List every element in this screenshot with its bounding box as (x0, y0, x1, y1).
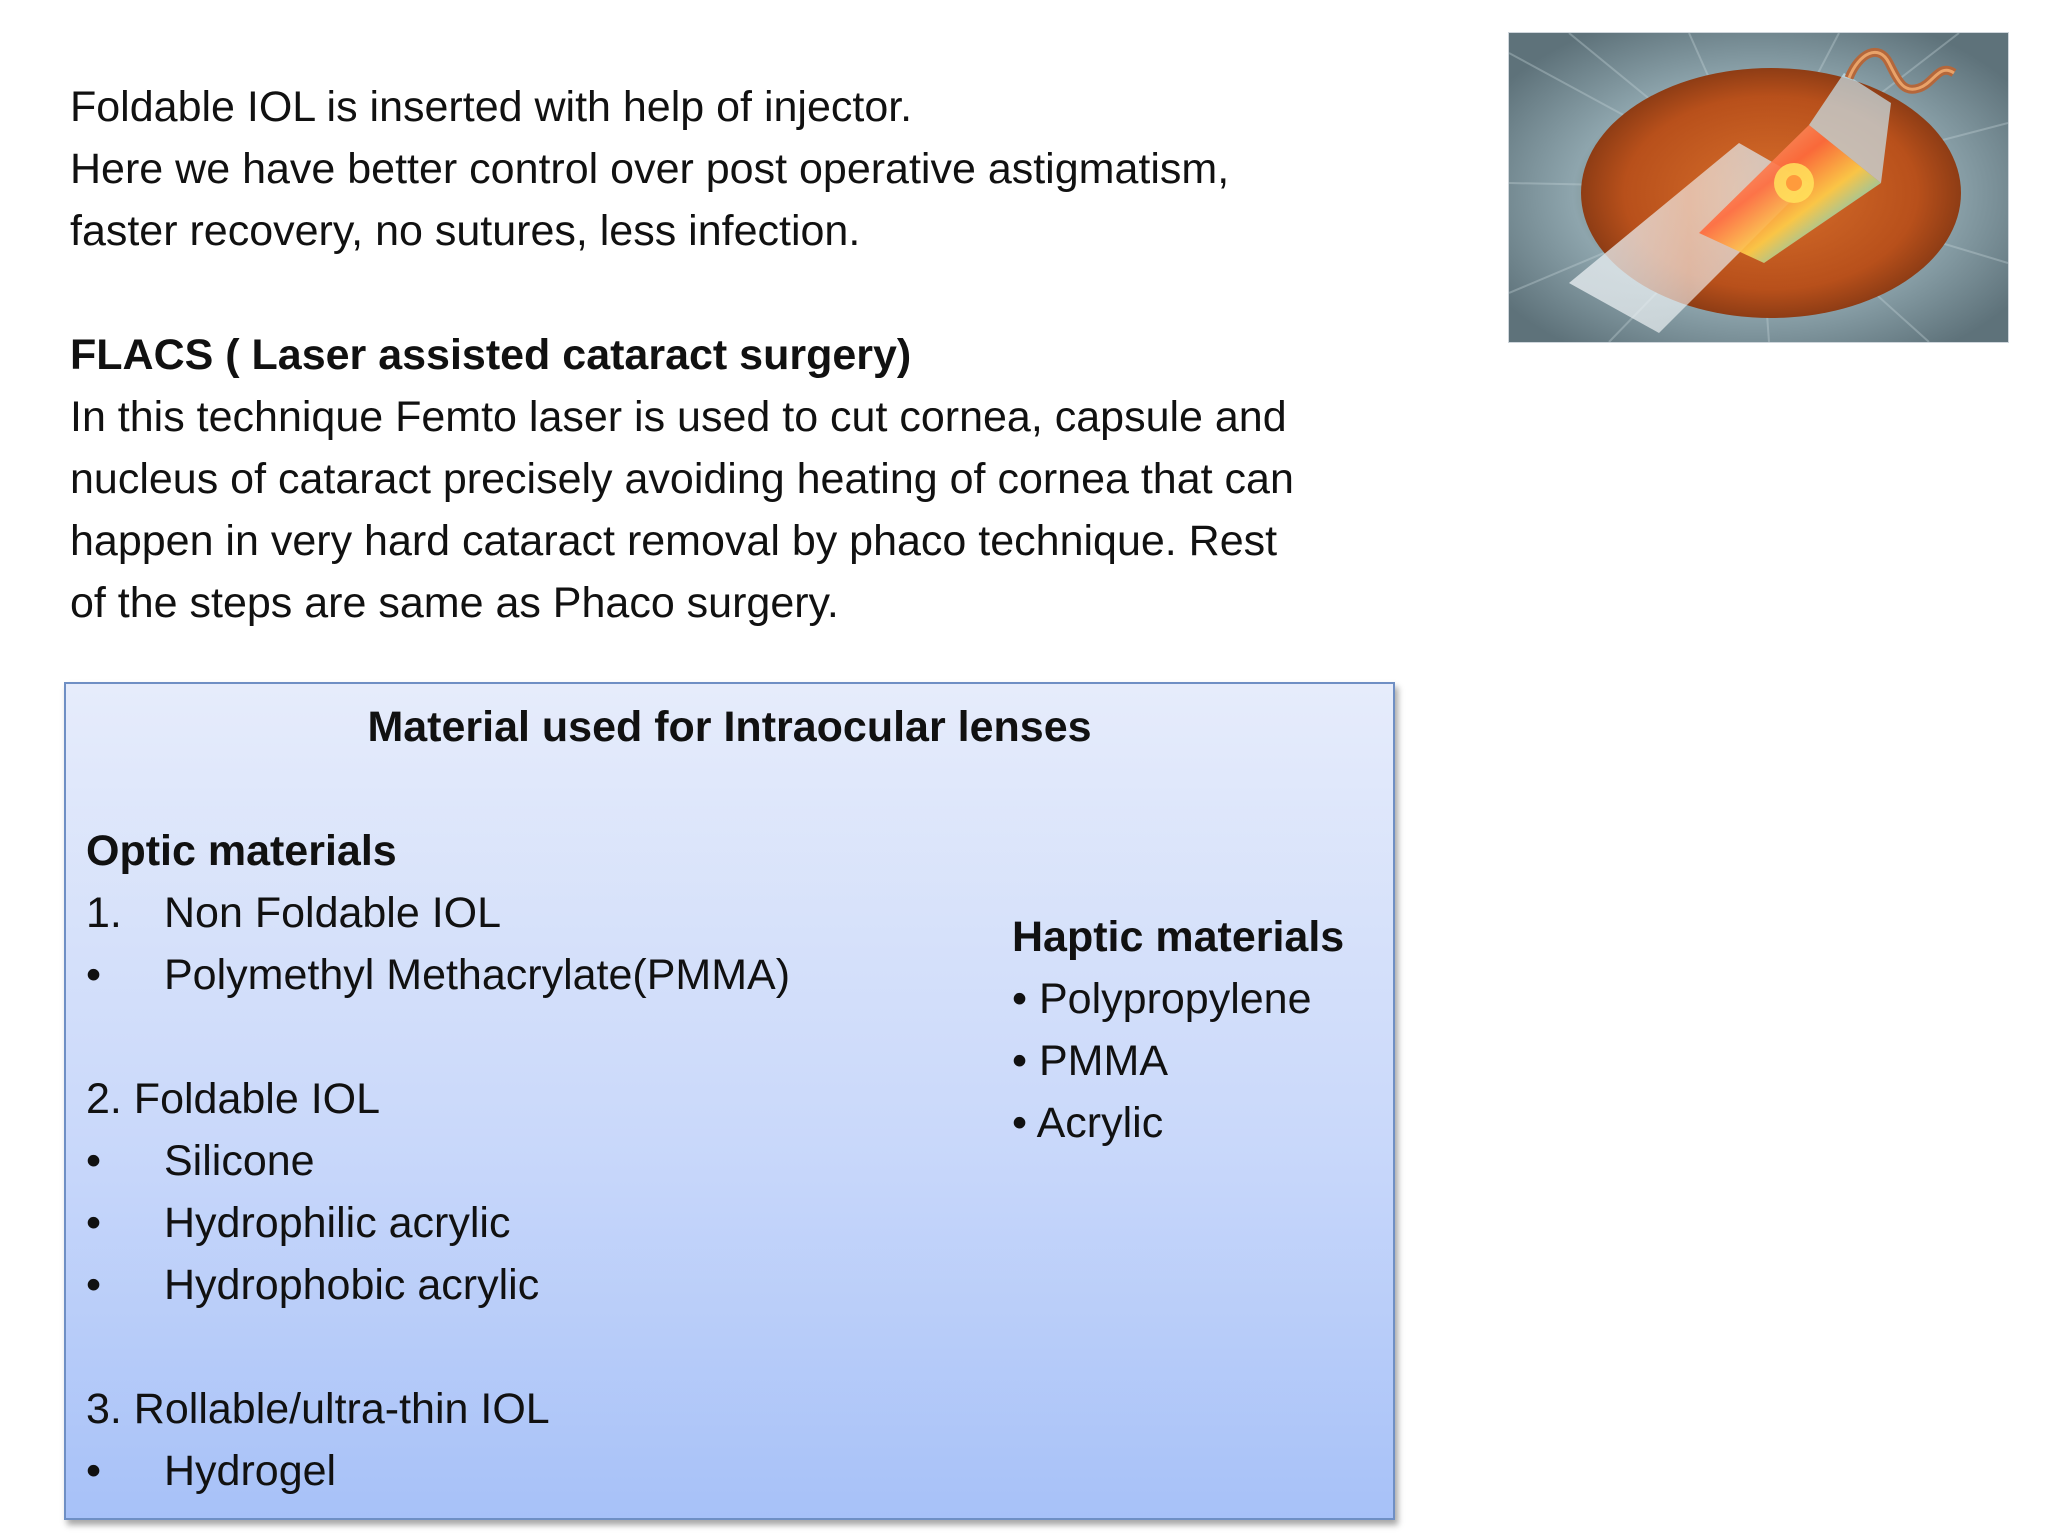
iol-materials-box (64, 682, 1395, 1520)
flacs-line-2: nucleus of cataract precisely avoiding heating of cornea that can (70, 455, 1294, 503)
eye-illustration-image (1509, 33, 2008, 342)
list-item (86, 1440, 986, 1502)
group-2-label: 2. Foldable IOL (86, 1075, 381, 1123)
optic-item-pmma: Polymethyl Methacrylate(PMMA) (164, 951, 791, 999)
optic-item-silicone: Silicone (164, 1137, 315, 1185)
paragraph-gap (70, 262, 1450, 324)
haptic-item-acrylic: • Acrylic (1012, 1099, 1164, 1147)
optic-materials-heading: Optic materials (86, 827, 397, 875)
bullet: • (86, 1199, 102, 1247)
bullet: • (86, 1447, 102, 1495)
group-1-number: 1. (86, 889, 122, 937)
list-item (86, 1192, 986, 1254)
list-item (86, 1254, 986, 1316)
list-item (86, 944, 986, 1006)
intro-text-block (70, 76, 1450, 634)
iol-injector-photo (1508, 32, 2009, 343)
intro-line-1: Foldable IOL is inserted with help of injector. (70, 83, 913, 131)
list-gap (86, 1316, 986, 1378)
haptic-item-pmma: • PMMA (1012, 1037, 1169, 1085)
optic-group-1 (86, 882, 986, 944)
list-gap (86, 1006, 986, 1068)
group-3-label: 3. Rollable/ultra-thin IOL (86, 1385, 550, 1433)
optic-item-hydrophobic: Hydrophobic acrylic (164, 1261, 540, 1309)
bullet: • (86, 1261, 102, 1309)
intro-line-3: faster recovery, no sutures, less infection. (70, 207, 861, 255)
list-item (86, 1130, 986, 1192)
group-1-label: Non Foldable IOL (164, 889, 502, 937)
flacs-line-1: In this technique Femto laser is used to cut cornea, capsule and (70, 393, 1287, 441)
intro-line-2: Here we have better control over post operative astigmatism, (70, 145, 1230, 193)
optic-item-hydrophilic: Hydrophilic acrylic (164, 1199, 511, 1247)
haptic-item-polypropylene: • Polypropylene (1012, 975, 1312, 1023)
bullet: • (86, 951, 102, 999)
optic-materials-column (86, 820, 986, 1502)
haptic-materials-column (1012, 906, 1382, 1154)
optic-item-hydrogel: Hydrogel (164, 1447, 337, 1495)
haptic-materials-heading: Haptic materials (1012, 913, 1345, 961)
flacs-heading: FLACS ( Laser assisted cataract surgery) (70, 331, 912, 379)
flacs-line-3: happen in very hard cataract removal by phaco technique. Rest (70, 517, 1278, 565)
flacs-line-4: of the steps are same as Phaco surgery. (70, 579, 839, 627)
box-title: Material used for Intraocular lenses (367, 703, 1092, 751)
bullet: • (86, 1137, 102, 1185)
